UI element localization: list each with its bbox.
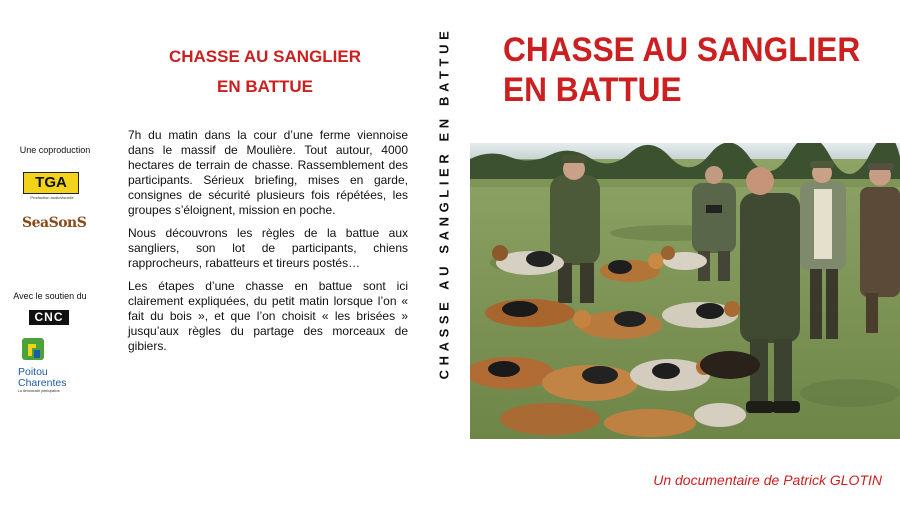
front-title-line1: CHASSE AU SANGLIER bbox=[503, 31, 861, 69]
region-name-line1: Poitou bbox=[18, 366, 48, 378]
spine-title: CHASSE AU SANGLIER EN BATTUE bbox=[436, 26, 452, 380]
cnc-logo: CNC bbox=[29, 310, 69, 325]
coproduction-label: Une coproduction bbox=[19, 145, 91, 155]
support-label: Avec le soutien du bbox=[13, 291, 87, 301]
region-emblem-icon bbox=[18, 336, 48, 362]
back-title-line1: CHASSE AU SANGLIER bbox=[168, 47, 362, 66]
front-cover-title bbox=[503, 30, 866, 110]
tga-logo-subtitle: Production audiovisuelle bbox=[30, 195, 74, 200]
documentary-credit: Un documentaire de Patrick GLOTIN bbox=[653, 472, 882, 488]
hunters-and-hounds-photo bbox=[470, 143, 900, 439]
back-cover-title bbox=[120, 42, 410, 102]
spine bbox=[434, 26, 454, 380]
tga-logo: TGA bbox=[23, 172, 79, 194]
synopsis-paragraph-3: Les étapes d’une chasse en battue sont ici clairement expliquées, du petit matin lorsque l’on « fait du bois », et que l’on choisit « les brisées » jusqu’aux règles du partage des morceaux de gibiers. bbox=[128, 279, 408, 353]
synopsis-paragraph-2: Nous découvrons les règles de la battue aux sangliers, son lot de participants, chiens rapprocheurs, rabatteurs et tireurs postés… bbox=[128, 226, 408, 270]
photo-illustration bbox=[470, 143, 900, 439]
front-title-line2: EN BATTUE bbox=[503, 71, 682, 109]
seasons-logo: SeaSonS bbox=[22, 215, 87, 231]
synopsis-paragraph-1: 7h du matin dans la cour d’une ferme viennoise dans le massif de Moulière. Tout autour, 4000 hectares de terrain de chasse. Rassemblement des participants. Sérieux briefing, mises en garde, consignes de sécurité plusieurs fois répétées, les groupes s’éloignent, mission en poche. bbox=[128, 128, 408, 217]
region-subtitle: La démocratie participative bbox=[18, 389, 60, 393]
synopsis-text bbox=[128, 128, 408, 362]
back-title-line2: EN BATTUE bbox=[216, 77, 313, 96]
region-name-line2: Charentes bbox=[18, 377, 67, 389]
poitou-charentes-logo bbox=[18, 336, 84, 392]
